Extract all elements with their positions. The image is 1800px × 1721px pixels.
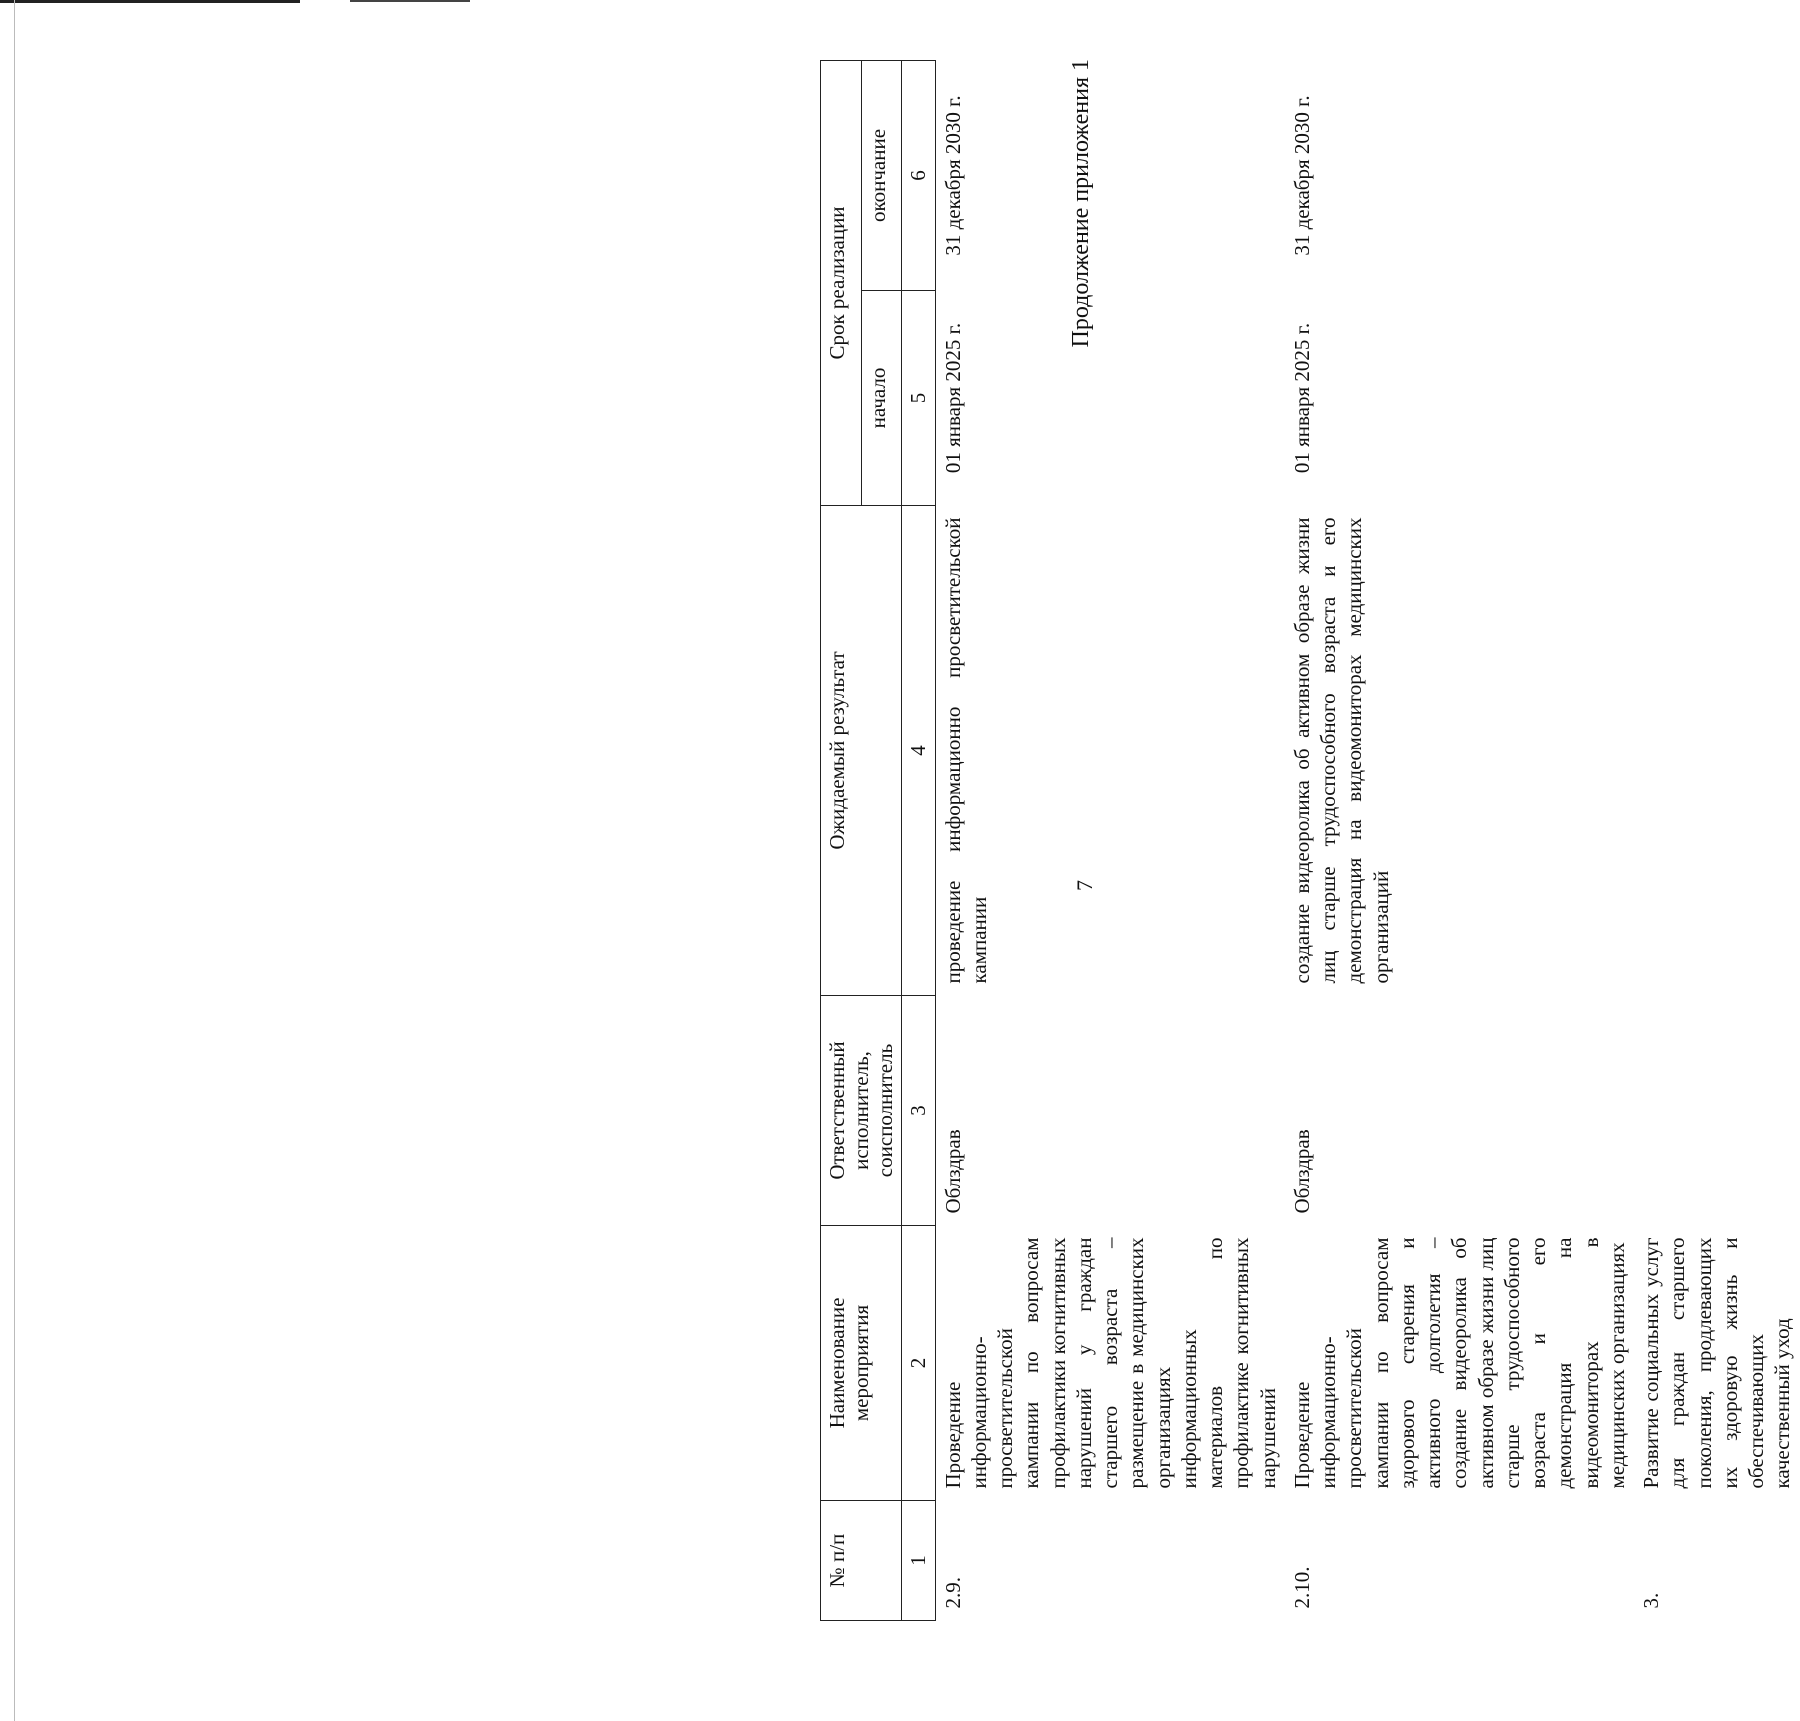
header-period: Срок реализации	[821, 61, 862, 506]
row-result	[1634, 506, 1800, 996]
row-name: Развитие социальных услуг для граждан старшего поколения, продлевающих их здоровую жизнь и обеспечивающих качественный уход	[1639, 1237, 1795, 1489]
header-result: Ожидаемый результат	[821, 506, 902, 996]
column-number: 1	[902, 1501, 935, 1621]
row-responsible	[1634, 996, 1800, 1226]
row-end	[1634, 61, 1800, 291]
header-name: Наименование мероприятия	[821, 1226, 902, 1501]
row-num: 3.	[1639, 1592, 1664, 1609]
header-num: № п/п	[821, 1501, 902, 1621]
row-end: 31 декабря 2030 г.	[1289, 95, 1314, 256]
row-start: 01 января 2025 г.	[1289, 322, 1314, 474]
row-result: проведение информационно просветительской кампании	[940, 517, 991, 984]
continuation-label: Продолжение приложения 1	[1068, 59, 1094, 348]
row-name: Проведение информационно-просветительской кампании по вопросам профилактики когнитивных нарушений у граждан старшего возраста – размещение в медицинских организациях информационных материалов по профилактике когнитивных нарушений	[940, 1237, 1280, 1489]
header-end: окончание	[861, 61, 902, 291]
row-num: 2.9.	[940, 1577, 965, 1609]
row-responsible: Облздрав	[940, 1129, 965, 1214]
row-end: 31 декабря 2030 г.	[940, 95, 965, 256]
page-number: 7	[1072, 880, 1097, 891]
column-number: 5	[902, 291, 935, 506]
header-start: начало	[861, 291, 902, 506]
row-result: создание видеоролика об активном образе жизни лиц старше трудоспособного возраста и его демонстрация на видеомониторах медицинских организаций	[1289, 517, 1393, 984]
row-start	[1634, 291, 1800, 506]
measures-table	[820, 60, 1800, 1621]
header-responsible: Ответственный исполнитель, соисполнитель	[821, 996, 902, 1226]
row-name: Проведение информационно-просветительской кампании по вопросам здорового старения и активного долголетия – создание видеоролика об активном образе жизни лиц старше трудоспособного возраста и его демонстрация на видеомониторах в медицинских организациях	[1289, 1237, 1629, 1489]
table-row	[1634, 61, 1800, 1621]
column-number: 2	[902, 1226, 935, 1501]
table-row	[935, 61, 1285, 1621]
column-number: 3	[902, 996, 935, 1226]
row-start: 01 января 2025 г.	[940, 322, 965, 474]
column-number: 6	[902, 61, 935, 291]
column-number: 4	[902, 506, 935, 996]
row-responsible: Облздрав	[1289, 1129, 1314, 1214]
table-row	[1285, 61, 1634, 1621]
row-num: 2.10.	[1289, 1566, 1314, 1609]
